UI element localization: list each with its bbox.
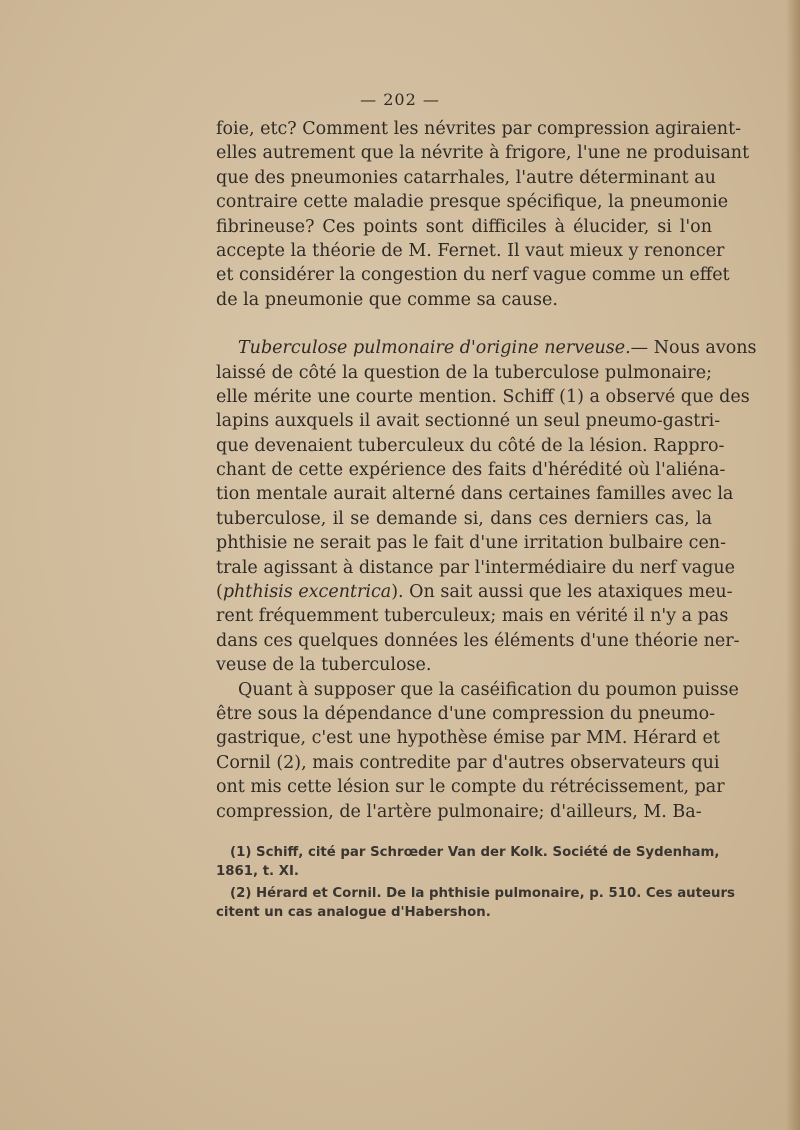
text-line: phthisie ne serait pas le fait d'une irritation bulbaire cen-	[216, 533, 726, 554]
page-number: — 202 —	[360, 90, 440, 109]
text-line: tion mentale aurait alterné dans certaines familles avec la	[216, 484, 734, 505]
text-line: de la pneumonie que comme sa cause.	[216, 289, 558, 310]
text-line: elles autrement que la névrite à frigore, l'une ne produisant	[216, 143, 750, 164]
footnote-line: (2) Hérard et Cornil. De la phthisie pulmonaire, p. 510. Ces auteurs	[230, 885, 735, 901]
text-line: et considérer la congestion du nerf vague comme un effet	[216, 265, 730, 286]
text-line: contraire cette maladie presque spécifique, la pneumonie	[216, 192, 729, 213]
italic-term: phthisis excentrica	[222, 582, 392, 603]
text-line: compression, de l'artère pulmonaire; d'ailleurs, M. Ba-	[216, 801, 702, 822]
paragraph-continuation	[216, 117, 750, 312]
text-line: ont mis cette lésion sur le compte du rétrécissement, par	[216, 777, 725, 798]
text-line: tuberculose, il se demande si, dans ces derniers cas, la	[216, 508, 712, 529]
text-line: chant de cette expérience des faits d'hérédité où l'aliéna-	[216, 460, 726, 481]
footnote-line: (1) Schiff, cité par Schrœder Van der Kolk. Société de Sydenham,	[230, 845, 720, 860]
text-line: (phthisis excentrica). On sait aussi que les ataxiques meu-	[216, 582, 733, 603]
page-edge-shadow	[786, 0, 800, 1130]
text-line: trale agissant à distance par l'intermédiaire du nerf vague	[216, 557, 735, 578]
text-line: foie, etc? Comment les névrites par compression agiraient-	[216, 119, 742, 139]
text-line	[216, 336, 757, 360]
paragraph-caseification	[216, 678, 739, 824]
text-line: dans ces quelques données les éléments d'une théorie ner-	[216, 630, 740, 651]
text-line: Quant à supposer que la caséification du poumon puisse	[238, 679, 739, 700]
text-line: que des pneumonies catarrhales, l'autre déterminant au	[216, 167, 716, 188]
paragraph-tuberculose	[216, 336, 757, 677]
text-line: être sous la dépendance d'une compression du pneumo-	[216, 703, 716, 724]
text-line: elle mérite une courte mention. Schiff (1) a observé que des	[216, 386, 750, 407]
text-line: fibrineuse? Ces points sont difficiles à élucider, si l'on	[216, 216, 712, 237]
text-line: laissé de côté la question de la tuberculose pulmonaire;	[216, 362, 712, 383]
text-line: que devenaient tuberculeux du côté de la lésion. Rappro-	[216, 435, 725, 456]
text-line: Cornil (2), mais contredite par d'autres observateurs qui	[216, 752, 720, 773]
text-line: accepte la théorie de M. Fernet. Il vaut mieux y renoncer	[216, 240, 725, 261]
section-heading: Tuberculose pulmonaire d'origine nerveuse.	[238, 338, 631, 359]
footnote-line: citent un cas analogue d'Habershon.	[216, 904, 491, 920]
text-line: veuse de la tuberculose.	[216, 655, 432, 676]
body-text	[216, 117, 757, 824]
footnote-line: 1861, t. XI.	[216, 864, 299, 880]
footnotes	[216, 843, 735, 922]
footnote-1	[216, 843, 720, 882]
text-line: gastrique, c'est une hypothèse émise par MM. Hérard et	[216, 728, 720, 749]
text-line: rent fréquemment tuberculeux; mais en vérité il n'y a pas	[216, 606, 729, 627]
footnote-2	[216, 884, 735, 923]
text-span: . On sait aussi que les ataxiques meu-	[398, 582, 733, 603]
text-line: lapins auxquels il avait sectionné un seul pneumo-gastri-	[216, 411, 721, 432]
text-span: — Nous avons	[630, 338, 757, 359]
